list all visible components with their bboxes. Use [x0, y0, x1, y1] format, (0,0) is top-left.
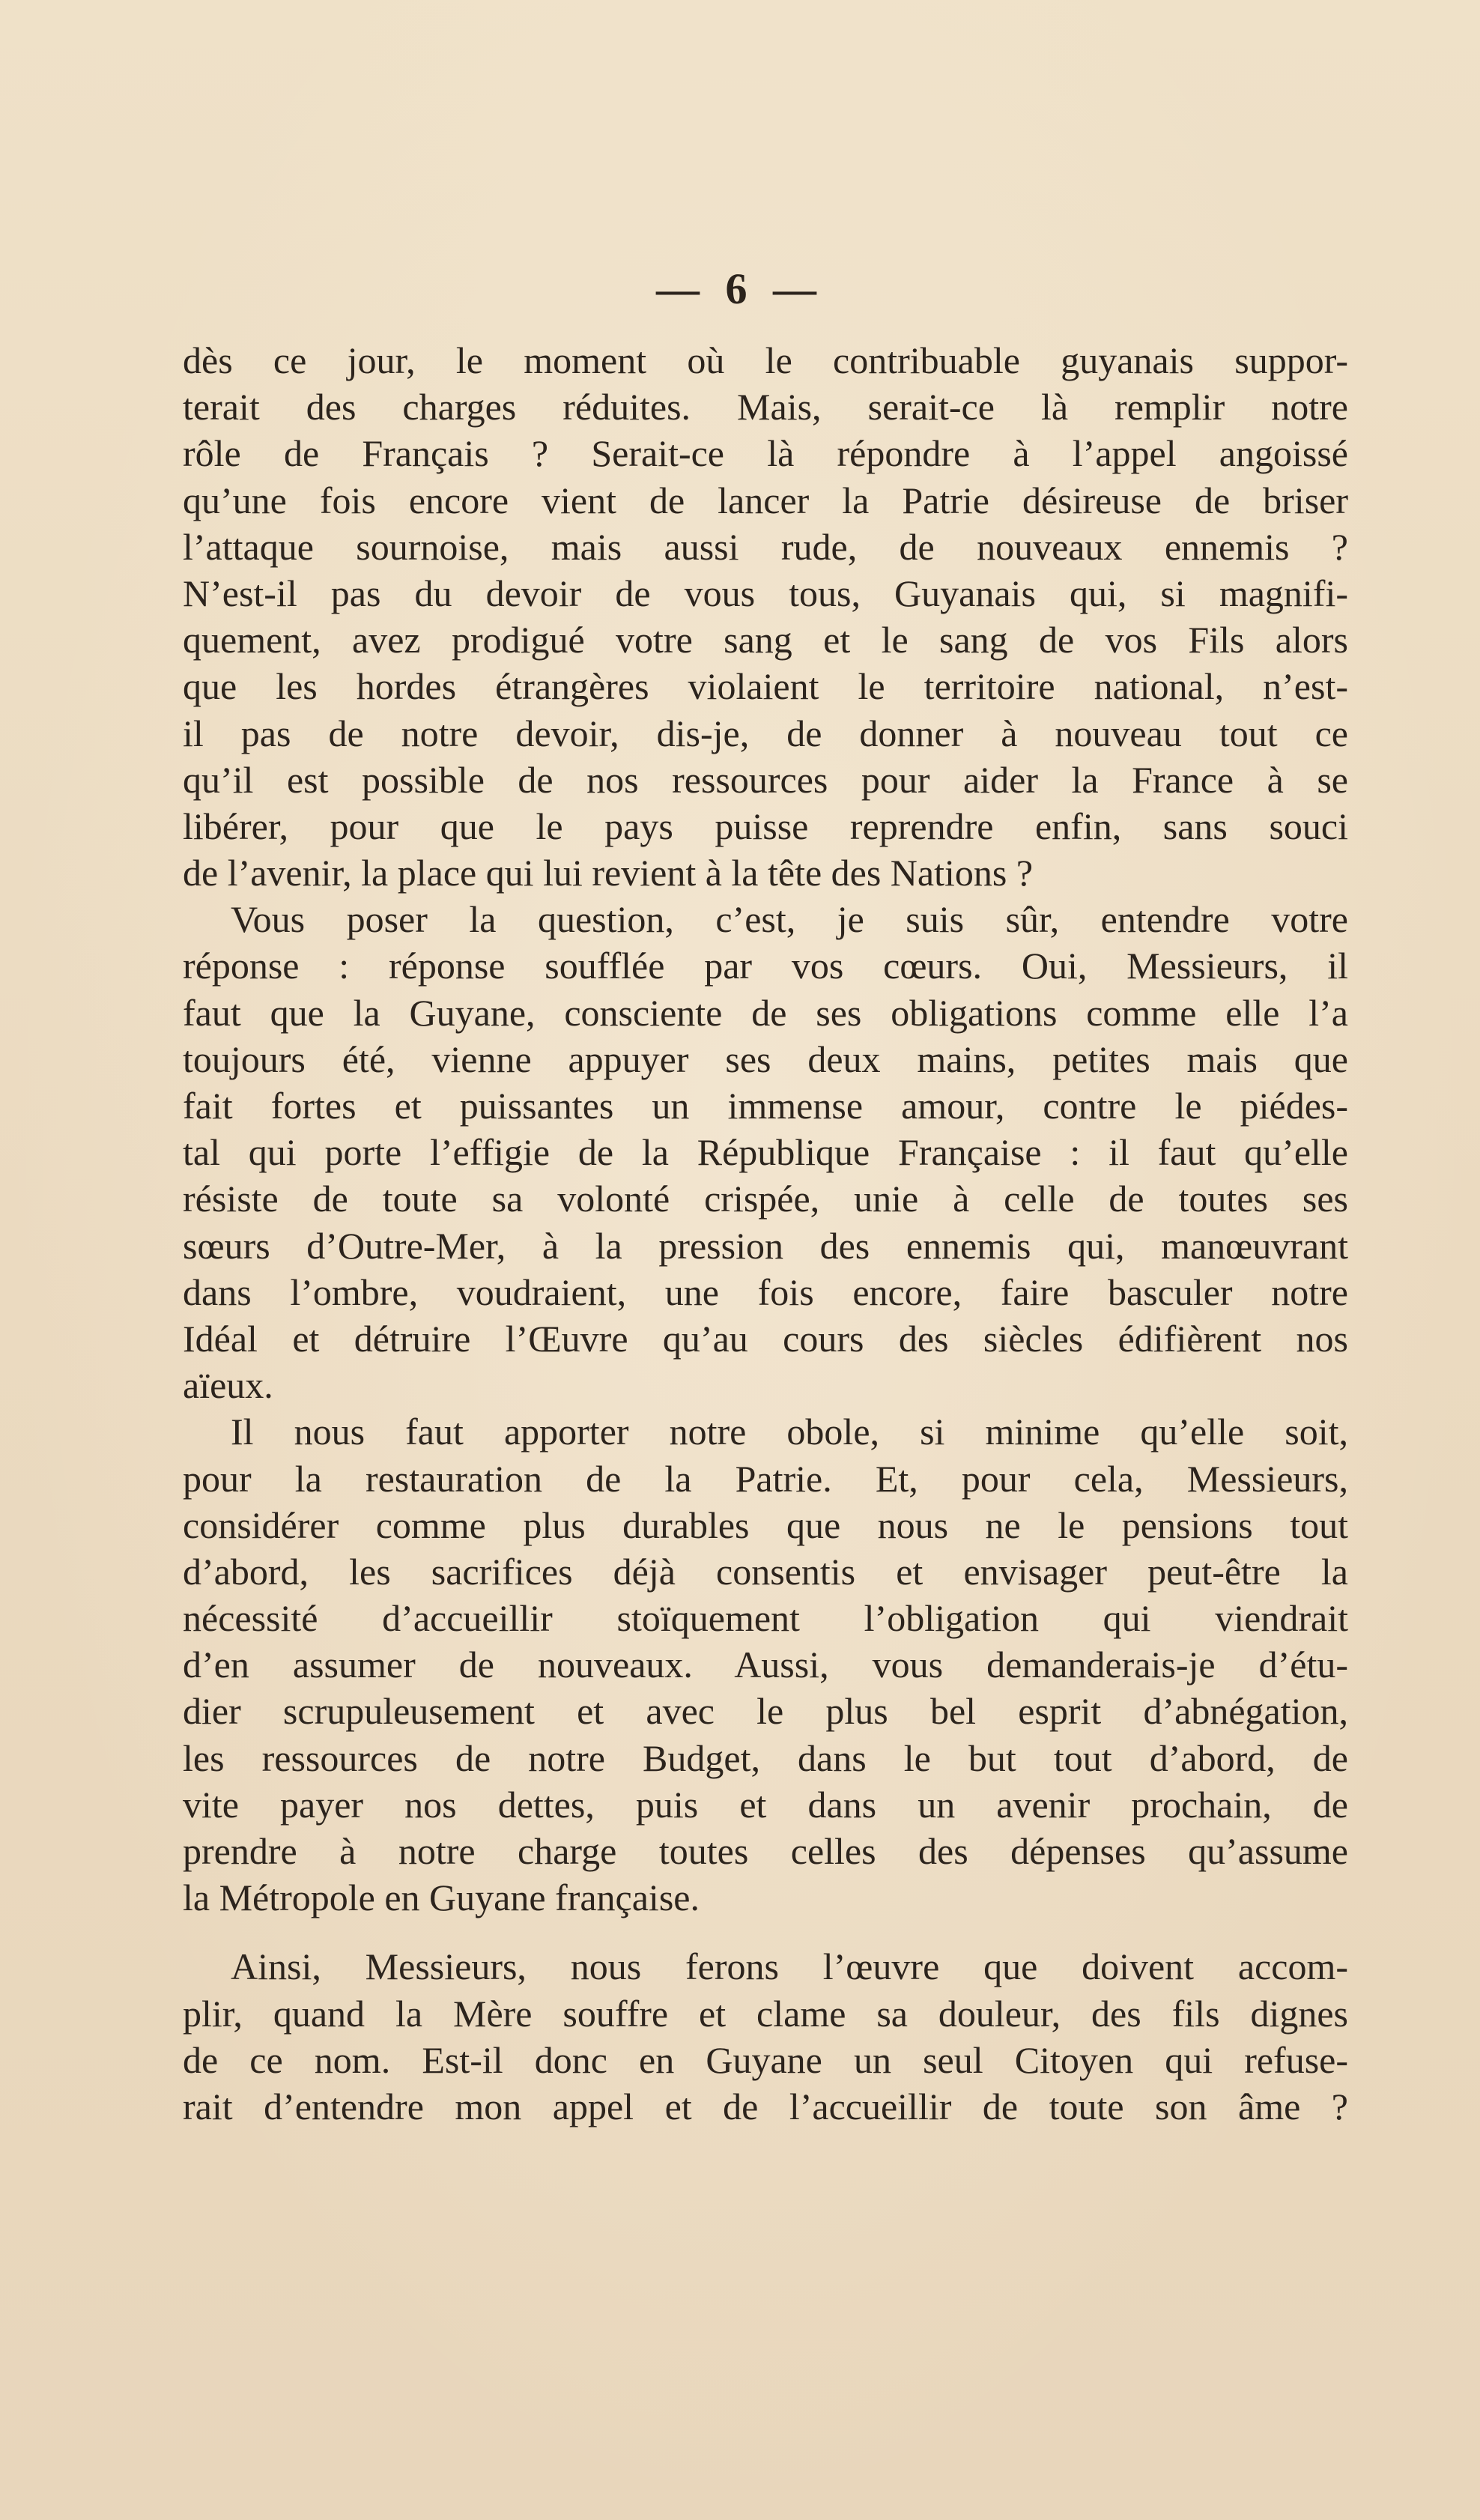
text-line: dier scrupuleusement et avec le plus bel esprit d’abnégation, [183, 1690, 1348, 1733]
text-line: N’est-il pas du devoir de vous tous, Guyanais qui, si magnifi- [183, 572, 1348, 614]
text-line: résiste de toute sa volonté crispée, unie à celle de toutes ses [183, 1178, 1348, 1220]
text-line: dès ce jour, le moment où le contribuable guyanais suppor- [183, 339, 1348, 381]
text-line: Vous poser la question, c’est, je suis sûr, entendre votre [231, 898, 1348, 941]
text-line: l’attaque sournoise, mais aussi rude, de nouveaux ennemis ? [183, 525, 1348, 568]
text-line: d’en assumer de nouveaux. Aussi, vous demanderais-je d’étu- [183, 1644, 1348, 1686]
paragraph-2 [183, 896, 1348, 1408]
text-line: terait des charges réduites. Mais, serait-ce là remplir notre [183, 386, 1348, 428]
text-line: faut que la Guyane, consciente de ses obligations comme elle l’a [183, 991, 1348, 1034]
text-line: sœurs d’Outre-Mer, à la pression des ennemis qui, manœuvrant [183, 1224, 1348, 1267]
text-line: considérer comme plus durables que nous ne le pensions tout [183, 1503, 1348, 1546]
text-line: de ce nom. Est-il donc en Guyane un seul Citoyen qui refuse- [183, 2038, 1348, 2081]
text-line: rait d’entendre mon appel et de l’accueillir de toute son âme ? [183, 2085, 1348, 2127]
text-line: qu’il est possible de nos ressources pour aider la France à se [183, 758, 1348, 801]
text-line: plir, quand la Mère souffre et clame sa douleur, des fils dignes [183, 1992, 1348, 2035]
text-line: la Métropole en Guyane française. [183, 1877, 700, 1919]
text-line: de l’avenir, la place qui lui revient à la tête des Nations ? [183, 852, 1034, 894]
text-line: prendre à notre charge toutes celles des dépenses qu’assume [183, 1830, 1348, 1872]
text-line: vite payer nos dettes, puis et dans un avenir prochain, de [183, 1783, 1348, 1826]
text-line: quement, avez prodigué votre sang et le sang de vos Fils alors [183, 619, 1348, 661]
text-line: Il nous faut apporter notre obole, si minime qu’elle soit, [231, 1411, 1348, 1453]
paragraph-3 [183, 1408, 1348, 1921]
paragraph-4 [183, 1943, 1348, 2130]
body-text [183, 337, 1348, 2130]
text-line: réponse : réponse soufflée par vos cœurs. Oui, Messieurs, il [183, 945, 1348, 987]
text-line: pour la restauration de la Patrie. Et, pour cela, Messieurs, [183, 1457, 1348, 1500]
text-line: toujours été, vienne appuyer ses deux mains, petites mais que [183, 1038, 1348, 1080]
text-line: que les hordes étrangères violaient le territoire national, n’est- [183, 665, 1348, 708]
text-line: tal qui porte l’effigie de la République Française : il faut qu’elle [183, 1131, 1348, 1174]
paragraph-1 [183, 337, 1348, 896]
page-number: — 6 — [656, 264, 824, 313]
text-line: Ainsi, Messieurs, nous ferons l’œuvre que doivent accom- [231, 1945, 1348, 1988]
text-line: Idéal et détruire l’Œuvre qu’au cours des siècles édifièrent nos [183, 1317, 1348, 1360]
text-line: les ressources de notre Budget, dans le but tout d’abord, de [183, 1736, 1348, 1779]
text-line: il pas de notre devoir, dis-je, de donner à nouveau tout ce [183, 712, 1348, 754]
text-line: d’abord, les sacrifices déjà consentis et envisager peut-être la [183, 1550, 1348, 1593]
text-line: qu’une fois encore vient de lancer la Patrie désireuse de briser [183, 479, 1348, 521]
text-line: aïeux. [183, 1364, 273, 1407]
text-line: rôle de Français ? Serait-ce là répondre à l’appel angoissé [183, 432, 1348, 475]
text-line: dans l’ombre, voudraient, une fois encore, faire basculer notre [183, 1270, 1348, 1313]
paragraph-gap [183, 1921, 1348, 1943]
text-line: nécessité d’accueillir stoïquement l’obligation qui viendrait [183, 1597, 1348, 1640]
text-line: fait fortes et puissantes un immense amour, contre le piédes- [183, 1085, 1348, 1127]
text-line: libérer, pour que le pays puisse reprendre enfin, sans souci [183, 805, 1348, 847]
